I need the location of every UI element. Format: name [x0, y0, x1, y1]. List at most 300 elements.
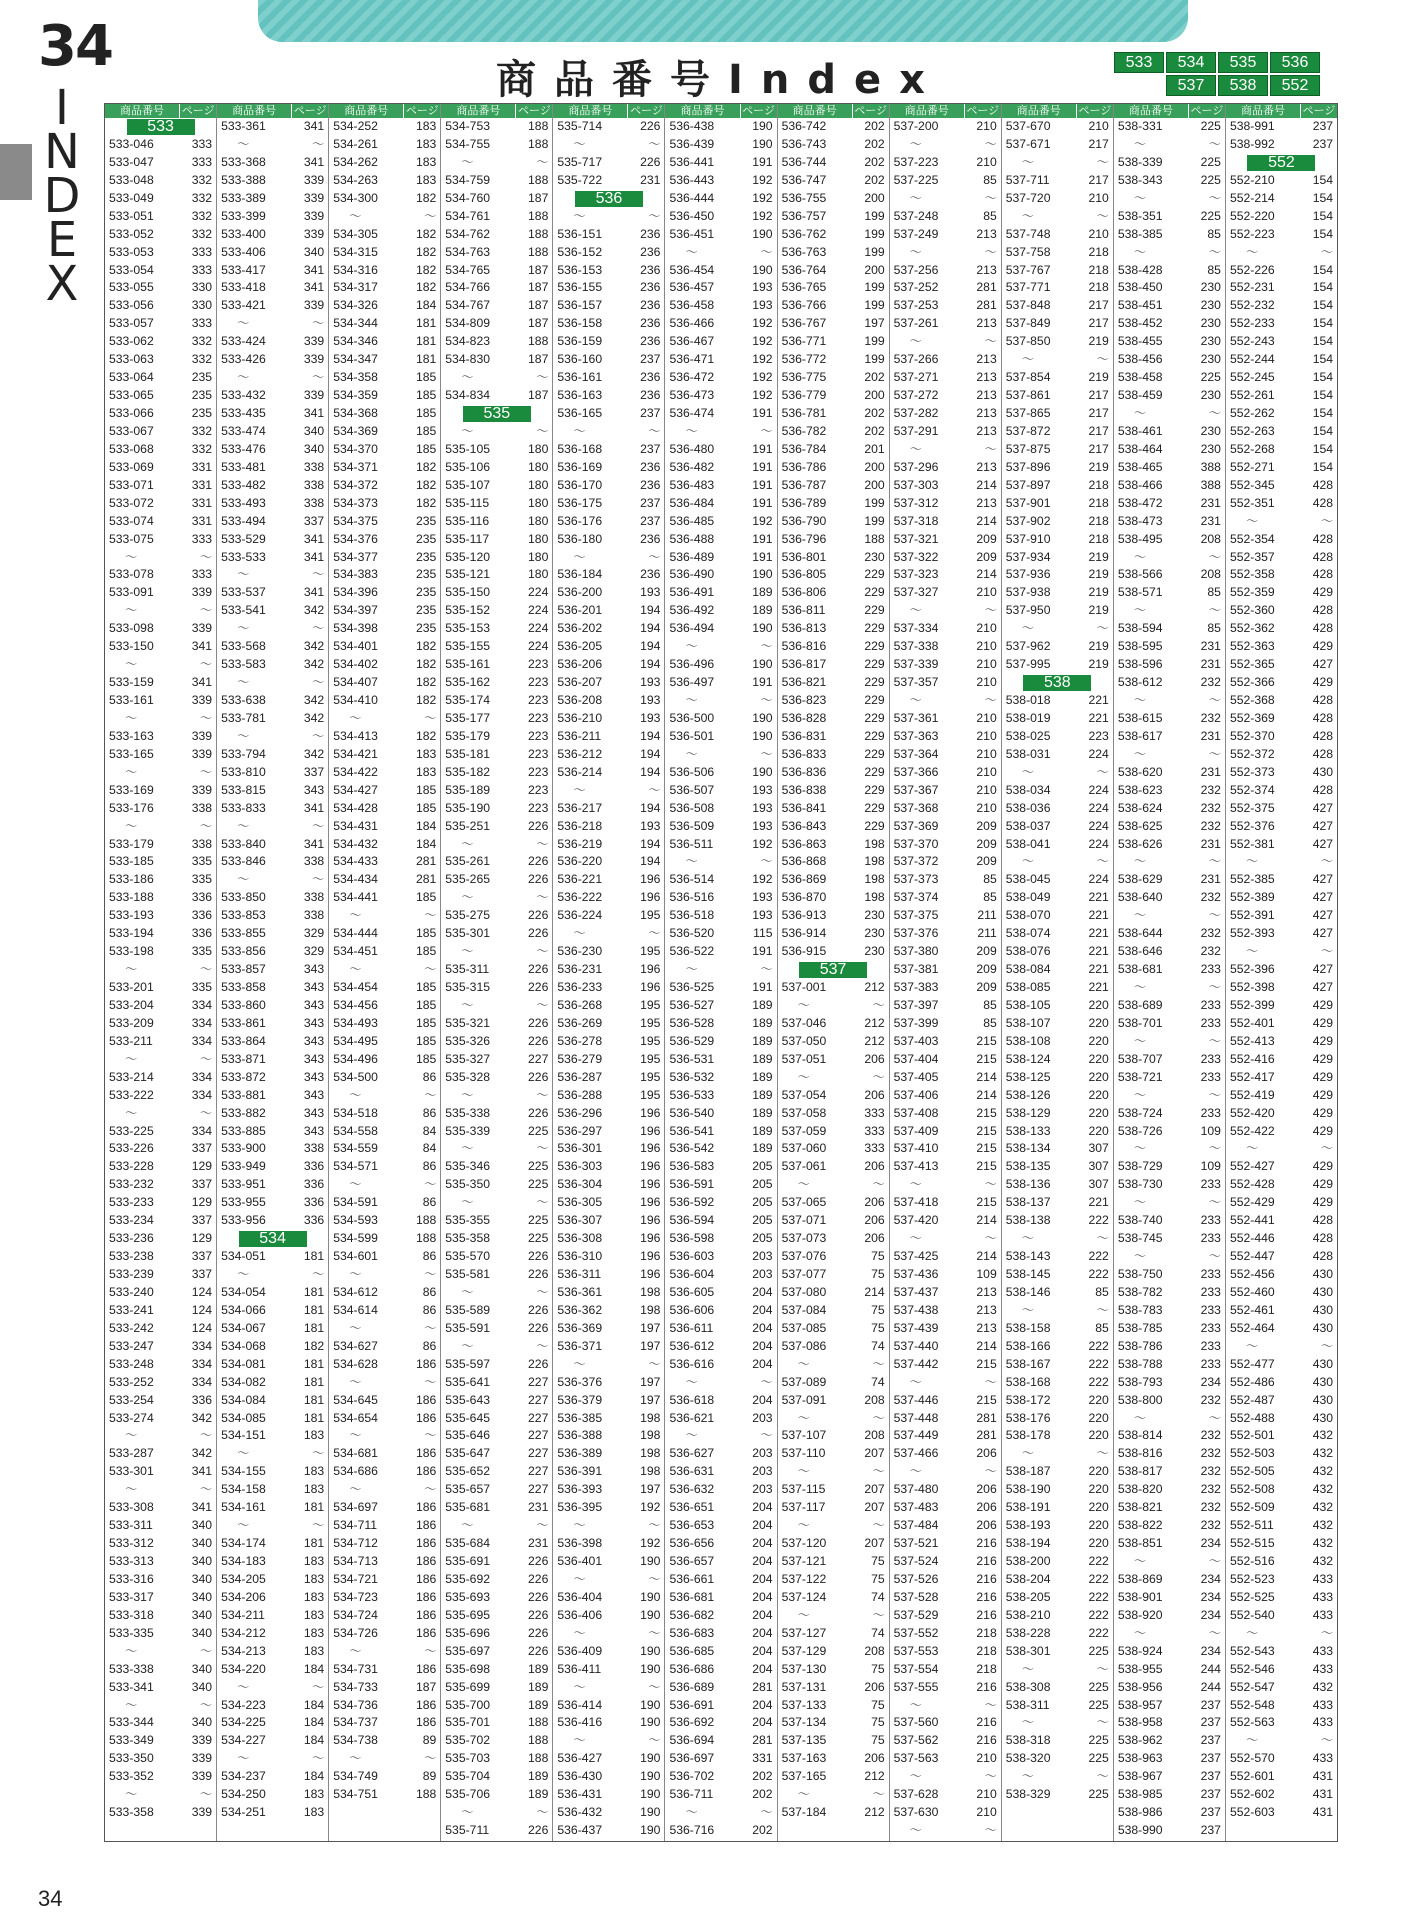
table-row	[553, 1463, 664, 1481]
product-code: 538-617	[1117, 728, 1163, 743]
table-row	[441, 1553, 552, 1571]
product-code: 535-657	[445, 1482, 491, 1497]
table-row	[665, 818, 776, 836]
table-row	[329, 1661, 440, 1679]
product-code: 533-417	[221, 262, 266, 277]
table-row	[329, 262, 440, 280]
product-code: 536-230	[557, 944, 603, 959]
product-code: 533-179	[109, 836, 154, 851]
table-row	[778, 566, 889, 584]
range-mark: 〜	[1208, 1087, 1221, 1102]
table-row	[665, 1033, 776, 1051]
product-code: 536-811	[781, 603, 826, 618]
product-code: 533-313	[109, 1554, 154, 1568]
page-ref: 185	[415, 1033, 437, 1048]
product-code: 537-552	[893, 1625, 939, 1640]
range-mark: 〜	[1208, 693, 1221, 707]
table-row	[1114, 961, 1225, 979]
table-row	[665, 297, 776, 315]
product-code: 534-300	[333, 190, 378, 205]
range-row	[665, 1374, 776, 1392]
product-code: 536-742	[781, 119, 827, 133]
product-code: 533-833	[221, 800, 266, 815]
page-ref: 206	[864, 1087, 885, 1102]
range-row	[553, 1571, 664, 1589]
product-code: 537-448	[893, 1410, 939, 1425]
range-row	[890, 441, 1001, 459]
page-ref: 226	[528, 1823, 549, 1838]
page-ref: 222	[1088, 1374, 1109, 1389]
page-ref: 188	[528, 136, 549, 151]
table-row	[778, 1230, 889, 1248]
table-row	[217, 1697, 328, 1715]
range-row	[1002, 154, 1113, 172]
page-ref: 183	[303, 1428, 325, 1443]
table-row	[1114, 836, 1225, 854]
table-row	[105, 297, 216, 315]
product-code: 536-531	[669, 1051, 715, 1066]
table-row	[890, 1571, 1001, 1589]
range-row	[329, 907, 440, 925]
page-ref: 339	[191, 1733, 213, 1748]
product-code: 538-143	[1005, 1249, 1051, 1264]
product-code: 533-861	[221, 1015, 266, 1030]
table-row	[105, 423, 216, 441]
range-mark: 〜	[461, 370, 474, 385]
page-ref: 214	[976, 1069, 997, 1084]
table-row	[441, 262, 552, 280]
table-row	[890, 477, 1001, 495]
range-row	[1002, 208, 1113, 226]
product-code: 536-480	[669, 441, 715, 456]
table-row	[890, 907, 1001, 925]
range-mark: 〜	[536, 836, 549, 851]
page-ref: 109	[1200, 1159, 1221, 1174]
product-code: 537-861	[1005, 388, 1051, 403]
page-ref: 185	[415, 782, 437, 797]
table-row	[1226, 1284, 1337, 1302]
page-ref: 225	[528, 1123, 549, 1138]
page-ref: 226	[528, 962, 549, 977]
product-code: 536-217	[557, 800, 603, 815]
table-row	[665, 1105, 776, 1123]
range-mark: 〜	[1096, 1661, 1109, 1676]
product-code: 538-320	[1005, 1751, 1051, 1766]
product-code: 533-193	[109, 908, 154, 923]
table-row	[441, 208, 552, 226]
page-ref: 227	[528, 1051, 549, 1066]
product-code: 533-211	[109, 1033, 153, 1048]
product-code: 535-311	[445, 962, 490, 977]
table-row	[105, 1140, 216, 1158]
range-mark: 〜	[1133, 406, 1147, 420]
range-mark: 〜	[312, 1446, 325, 1461]
product-code: 535-699	[445, 1679, 491, 1694]
product-code: 552-372	[1229, 746, 1275, 761]
product-code: 535-691	[445, 1554, 491, 1568]
table-row	[1114, 1822, 1225, 1840]
product-code: 534-432	[333, 836, 378, 851]
page-ref: 226	[528, 1015, 549, 1030]
index-column	[778, 104, 890, 1841]
table-row	[1114, 1661, 1225, 1679]
product-code: 536-533	[669, 1087, 715, 1102]
table-row	[778, 674, 889, 692]
range-row	[105, 1051, 216, 1069]
page-ref: 225	[1088, 1733, 1109, 1748]
page-ref: 129	[191, 1159, 213, 1174]
table-row	[665, 1822, 776, 1840]
table-row	[217, 1015, 328, 1033]
table-row	[665, 1679, 776, 1697]
page-ref: 188	[528, 1715, 549, 1730]
product-code: 537-338	[893, 639, 939, 654]
table-row	[665, 1571, 776, 1589]
page-ref: 197	[640, 1320, 661, 1335]
table-row	[778, 531, 889, 549]
product-code: 536-307	[557, 1213, 603, 1228]
page-ref: 216	[976, 1571, 997, 1586]
page-ref: 198	[864, 872, 885, 887]
table-row	[553, 226, 664, 244]
table-row	[1226, 1069, 1337, 1087]
page-ref: 331	[191, 513, 213, 528]
page-ref: 185	[415, 1051, 437, 1066]
product-code: 537-339	[893, 657, 939, 672]
page-ref: 180	[528, 549, 549, 564]
page-ref: 233	[1200, 1177, 1221, 1192]
product-code: 537-046	[781, 1015, 827, 1030]
table-row	[105, 1284, 216, 1302]
table-row	[441, 800, 552, 818]
table-row	[105, 1804, 216, 1822]
page-ref: 333	[864, 1141, 885, 1156]
page-ref: 194	[640, 800, 661, 815]
table-row	[1114, 1338, 1225, 1356]
page-ref: 182	[415, 262, 437, 277]
table-row	[1114, 423, 1225, 441]
page-ref: 210	[976, 710, 997, 725]
page-ref: 224	[528, 585, 549, 600]
range-mark: 〜	[648, 549, 661, 564]
product-code: 533-078	[109, 567, 154, 582]
table-row	[217, 262, 328, 280]
page-ref: 226	[528, 1571, 549, 1586]
range-mark: 〜	[1208, 136, 1221, 151]
product-code: 533-169	[109, 782, 154, 797]
range-row	[1226, 1732, 1337, 1750]
table-row	[1002, 1410, 1113, 1428]
range-row	[217, 1445, 328, 1463]
range-mark: 〜	[648, 1356, 661, 1371]
product-code: 552-543	[1229, 1643, 1275, 1658]
page-ref: 339	[191, 782, 213, 797]
page-ref: 237	[640, 513, 661, 528]
page-ref: 231	[1200, 513, 1221, 528]
page-ref: 192	[752, 872, 773, 887]
product-code: 536-762	[781, 226, 827, 241]
product-code: 536-482	[669, 459, 715, 474]
product-code: 534-262	[333, 154, 378, 169]
product-code: 552-220	[1229, 208, 1275, 223]
product-code: 552-214	[1229, 190, 1275, 205]
table-row	[329, 782, 440, 800]
table-row	[441, 1356, 552, 1374]
product-code: 537-001	[781, 980, 827, 994]
page-ref: 195	[640, 997, 661, 1012]
page-ref: 234	[1200, 1643, 1221, 1658]
table-row	[778, 513, 889, 531]
table-row	[778, 818, 889, 836]
page-ref: 186	[415, 1410, 437, 1425]
product-code: 533-051	[109, 208, 154, 223]
table-row	[441, 1176, 552, 1194]
page-ref: 216	[976, 1715, 997, 1730]
table-row	[778, 853, 889, 871]
product-code: 552-357	[1229, 549, 1275, 564]
page-ref: 337	[191, 1249, 213, 1264]
page-ref: 185	[415, 980, 437, 994]
table-row	[217, 1033, 328, 1051]
product-code: 552-398	[1229, 980, 1275, 994]
table-row	[441, 1732, 552, 1750]
range-row	[1002, 351, 1113, 369]
table-row	[553, 1553, 664, 1571]
table-row	[217, 226, 328, 244]
product-code: 533-400	[221, 226, 266, 241]
table-row	[778, 1661, 889, 1679]
page-ref: 338	[303, 908, 325, 923]
range-mark: 〜	[536, 1284, 549, 1299]
table-row	[441, 459, 552, 477]
table-row	[1114, 1069, 1225, 1087]
range-mark: 〜	[312, 1518, 325, 1533]
product-code: 536-371	[557, 1338, 603, 1353]
table-row	[329, 1284, 440, 1302]
table-row	[553, 746, 664, 764]
page-ref: 199	[864, 208, 885, 223]
group-badge: 533	[127, 119, 195, 135]
product-code: 533-186	[109, 872, 154, 887]
table-row	[329, 1105, 440, 1123]
table-row	[105, 1517, 216, 1535]
product-code: 552-385	[1229, 872, 1275, 887]
product-code: 536-492	[669, 603, 715, 618]
table-row	[1226, 1643, 1337, 1661]
page-ref: 223	[528, 675, 549, 690]
product-code: 535-251	[445, 818, 491, 833]
table-row	[890, 764, 1001, 782]
range-mark: 〜	[1320, 1625, 1334, 1640]
range-row	[1226, 1140, 1337, 1158]
group-heading	[553, 190, 664, 208]
product-code: 538-158	[1005, 1320, 1051, 1335]
page-ref: 232	[1200, 1482, 1221, 1497]
product-code: 536-833	[781, 746, 827, 761]
range-mark: 〜	[199, 1697, 213, 1712]
range-mark: 〜	[1021, 621, 1034, 636]
product-code: 537-225	[893, 172, 939, 187]
product-code: 535-350	[445, 1177, 491, 1192]
table-row	[1002, 513, 1113, 531]
product-code: 533-274	[109, 1410, 154, 1425]
page-ref: 209	[976, 836, 997, 851]
table-row	[217, 244, 328, 262]
range-mark: 〜	[1208, 1033, 1221, 1048]
table-row	[890, 1625, 1001, 1643]
table-row	[1226, 692, 1337, 710]
table-row	[890, 1284, 1001, 1302]
page-ref: 429	[1312, 1015, 1334, 1030]
product-code: 536-603	[669, 1249, 715, 1264]
page-ref: 225	[528, 1177, 549, 1192]
range-mark: 〜	[1133, 1195, 1147, 1210]
table-row	[105, 692, 216, 710]
range-row	[778, 997, 889, 1015]
page-ref: 184	[303, 1715, 325, 1730]
table-row	[329, 1302, 440, 1320]
product-code: 536-231	[557, 962, 603, 977]
product-code: 552-563	[1229, 1715, 1275, 1730]
page-ref: 210	[976, 585, 997, 600]
range-mark: 〜	[199, 1787, 213, 1802]
table-row	[890, 1392, 1001, 1410]
range-row	[441, 943, 552, 961]
range-mark: 〜	[125, 1428, 138, 1443]
page-ref: 213	[976, 495, 997, 510]
page-ref: 331	[191, 495, 213, 510]
table-row	[441, 1051, 552, 1069]
range-mark: 〜	[237, 728, 250, 743]
product-code: 538-785	[1117, 1320, 1163, 1335]
range-mark: 〜	[872, 1464, 885, 1479]
product-code: 537-129	[781, 1643, 827, 1658]
table-row	[1002, 1750, 1113, 1768]
product-code: 533-194	[109, 926, 154, 941]
range-row	[778, 1786, 889, 1804]
page-ref: 223	[528, 657, 549, 672]
range-mark: 〜	[909, 693, 922, 707]
page-ref: 207	[864, 1536, 885, 1551]
table-row	[1114, 566, 1225, 584]
table-row	[441, 190, 552, 208]
product-code: 552-370	[1229, 728, 1275, 743]
range-mark: 〜	[1096, 1769, 1109, 1784]
page-ref: 183	[415, 154, 437, 169]
page-ref: 194	[640, 621, 661, 636]
range-mark: 〜	[536, 944, 549, 959]
page-ref: 196	[640, 980, 661, 994]
range-mark: 〜	[1133, 1033, 1147, 1048]
table-row	[778, 1158, 889, 1176]
product-code: 534-397	[333, 603, 378, 618]
table-row	[105, 1392, 216, 1410]
product-code: 536-806	[781, 585, 827, 600]
page-ref: 198	[640, 1410, 661, 1425]
table-row	[890, 315, 1001, 333]
page-ref: 430	[1312, 1410, 1334, 1425]
product-code: 537-562	[893, 1733, 939, 1748]
product-code: 536-870	[781, 890, 827, 905]
table-row	[890, 1517, 1001, 1535]
page-ref: 332	[191, 334, 213, 349]
table-row	[217, 208, 328, 226]
range-mark: 〜	[760, 693, 773, 707]
table-row	[217, 1463, 328, 1481]
product-code: 538-451	[1117, 298, 1163, 313]
page-ref: 190	[640, 1751, 661, 1766]
table-row	[105, 674, 216, 692]
page-ref: 189	[752, 997, 773, 1012]
table-row	[1002, 1481, 1113, 1499]
range-row	[890, 1768, 1001, 1786]
range-row	[553, 1356, 664, 1374]
product-code: 536-491	[669, 585, 715, 600]
product-code: 537-872	[1005, 423, 1051, 438]
table-row	[1226, 531, 1337, 549]
product-code: 534-347	[333, 352, 378, 367]
product-code: 535-346	[445, 1159, 491, 1174]
page-ref: 154	[1312, 190, 1334, 205]
product-code: 534-495	[333, 1033, 378, 1048]
product-code: 537-758	[1005, 244, 1051, 259]
table-row	[553, 459, 664, 477]
page-ref: 180	[528, 441, 549, 456]
table-row	[890, 1105, 1001, 1123]
product-code: 533-312	[109, 1536, 154, 1551]
product-code: 533-388	[221, 172, 266, 187]
page-ref: 234	[1200, 1571, 1221, 1586]
series-badge: 534	[1166, 52, 1216, 73]
page-ref: 332	[191, 172, 213, 187]
table-row	[553, 495, 664, 513]
page-ref: 206	[864, 1679, 885, 1694]
table-row	[1002, 1535, 1113, 1553]
table-row	[665, 1356, 776, 1374]
product-code: 534-396	[333, 585, 378, 600]
table-row	[1226, 871, 1337, 889]
page-ref: 194	[640, 836, 661, 851]
table-row	[665, 1625, 776, 1643]
table-row	[329, 1356, 440, 1374]
page-ref: 190	[640, 1661, 661, 1676]
table-row	[105, 782, 216, 800]
product-code: 538-986	[1117, 1805, 1163, 1820]
range-mark: 〜	[461, 1087, 474, 1102]
page-ref: 220	[1088, 1392, 1109, 1407]
table-row	[665, 1302, 776, 1320]
product-code: 535-339	[445, 1123, 491, 1138]
page-ref: 190	[752, 226, 773, 241]
range-mark: 〜	[685, 854, 698, 869]
page-ref: 339	[191, 693, 213, 707]
page-ref: 229	[864, 675, 885, 690]
page-ref: 85	[983, 890, 997, 905]
product-code: 537-950	[1005, 603, 1051, 618]
table-row	[105, 333, 216, 351]
page-ref: 75	[871, 1697, 885, 1712]
table-row	[1226, 638, 1337, 656]
page-ref: 216	[976, 1607, 997, 1622]
range-row	[105, 549, 216, 567]
page-ref: 181	[303, 1284, 325, 1299]
page-ref: 229	[864, 746, 885, 761]
product-code: 536-657	[669, 1554, 715, 1568]
group-badge: 534	[239, 1231, 307, 1247]
table-row	[1114, 889, 1225, 907]
product-code: 537-124	[781, 1589, 827, 1604]
table-row	[1002, 656, 1113, 674]
